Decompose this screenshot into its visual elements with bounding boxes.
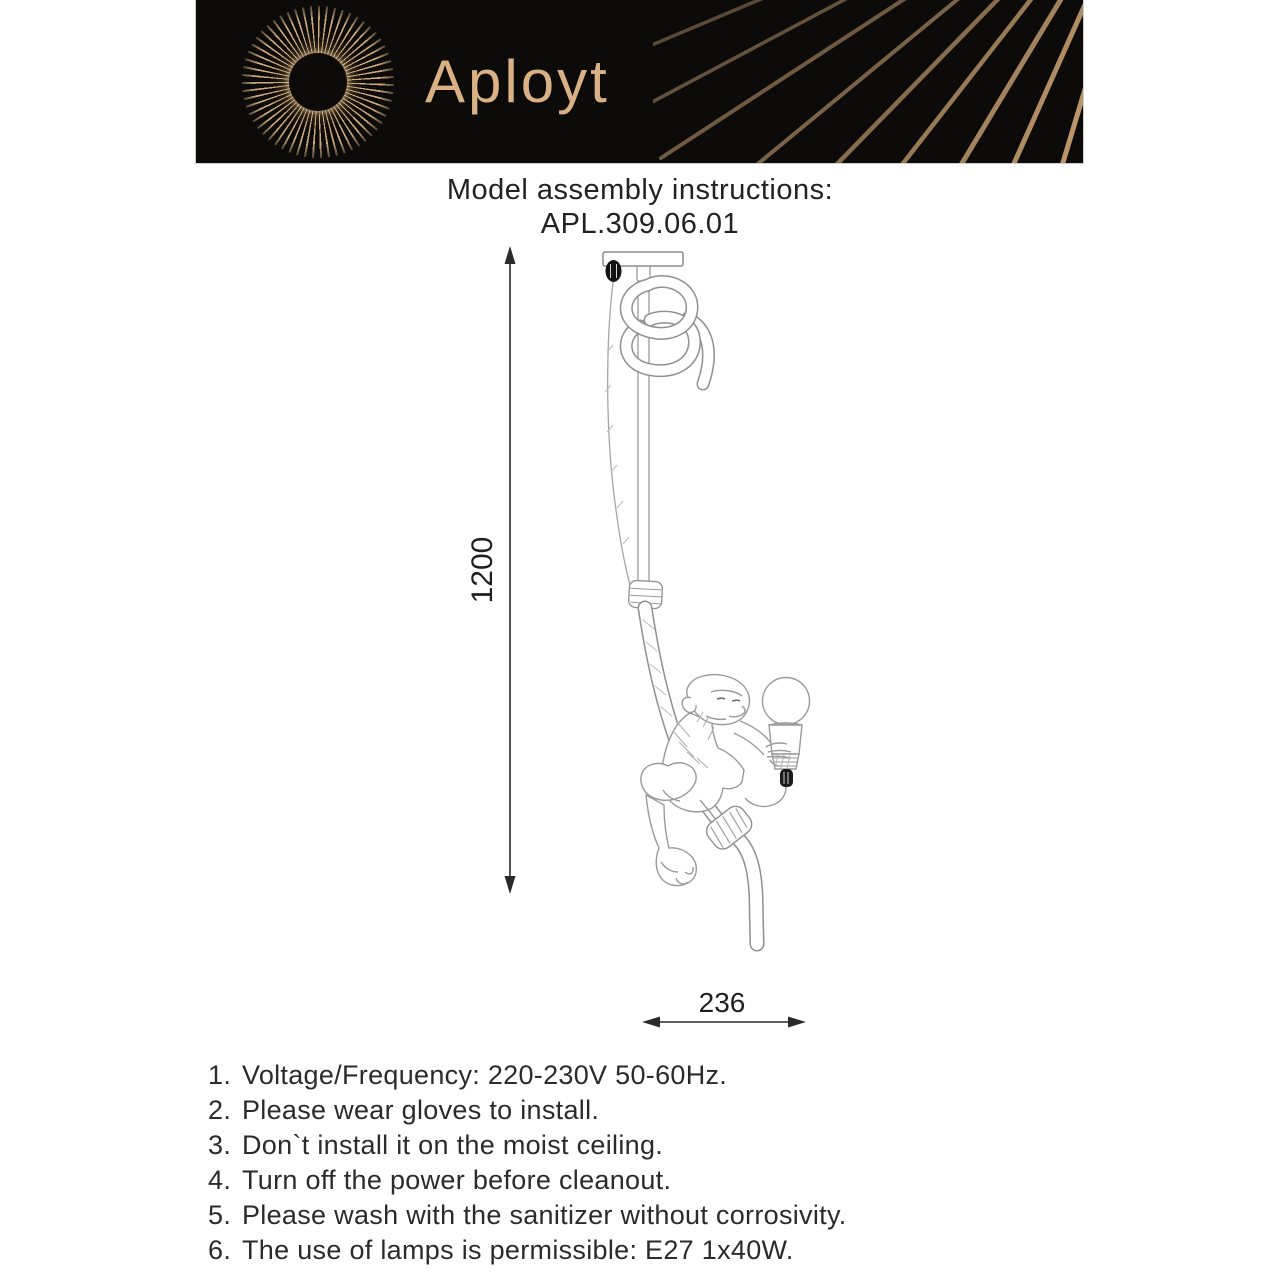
instruction-item xyxy=(208,1163,1108,1198)
height-dimension xyxy=(466,246,516,894)
instruction-number: 4. xyxy=(208,1165,232,1195)
instruction-number: 5. xyxy=(208,1200,232,1230)
socket-connector-icon xyxy=(780,769,793,787)
instruction-number: 3. xyxy=(208,1130,232,1160)
instruction-list xyxy=(208,1058,1108,1268)
page-title: Model assembly instructions: xyxy=(446,174,834,206)
instruction-number: 2. xyxy=(208,1095,232,1125)
instruction-item xyxy=(208,1198,1108,1233)
instruction-text: Turn off the power before cleanout. xyxy=(242,1165,672,1195)
brand-name: Aployt xyxy=(425,48,610,115)
instruction-item xyxy=(208,1128,1108,1163)
cable-gland-icon xyxy=(606,260,622,282)
instruction-number: 1. xyxy=(208,1060,232,1090)
instruction-item xyxy=(208,1093,1108,1128)
instruction-text: The use of lamps is permissible: E27 1x40W. xyxy=(242,1235,794,1265)
width-label: 236 xyxy=(698,987,746,1018)
instruction-number: 6. xyxy=(208,1235,232,1265)
instruction-item xyxy=(208,1233,1108,1268)
height-label: 1200 xyxy=(466,536,499,604)
width-dimension xyxy=(642,987,806,1028)
bulb-wire xyxy=(745,787,786,807)
instruction-text: Don`t install it on the moist ceiling. xyxy=(242,1130,664,1160)
model-number: APL.309.06.01 xyxy=(540,208,740,240)
instruction-item xyxy=(208,1058,1108,1093)
instruction-text: Please wash with the sanitizer without corrosivity. xyxy=(242,1200,847,1230)
instruction-text: Voltage/Frequency: 220-230V 50-60Hz. xyxy=(242,1060,728,1090)
suspension-cable xyxy=(605,282,630,585)
instruction-text: Please wear gloves to install. xyxy=(242,1095,600,1125)
light-bulb xyxy=(745,678,810,807)
